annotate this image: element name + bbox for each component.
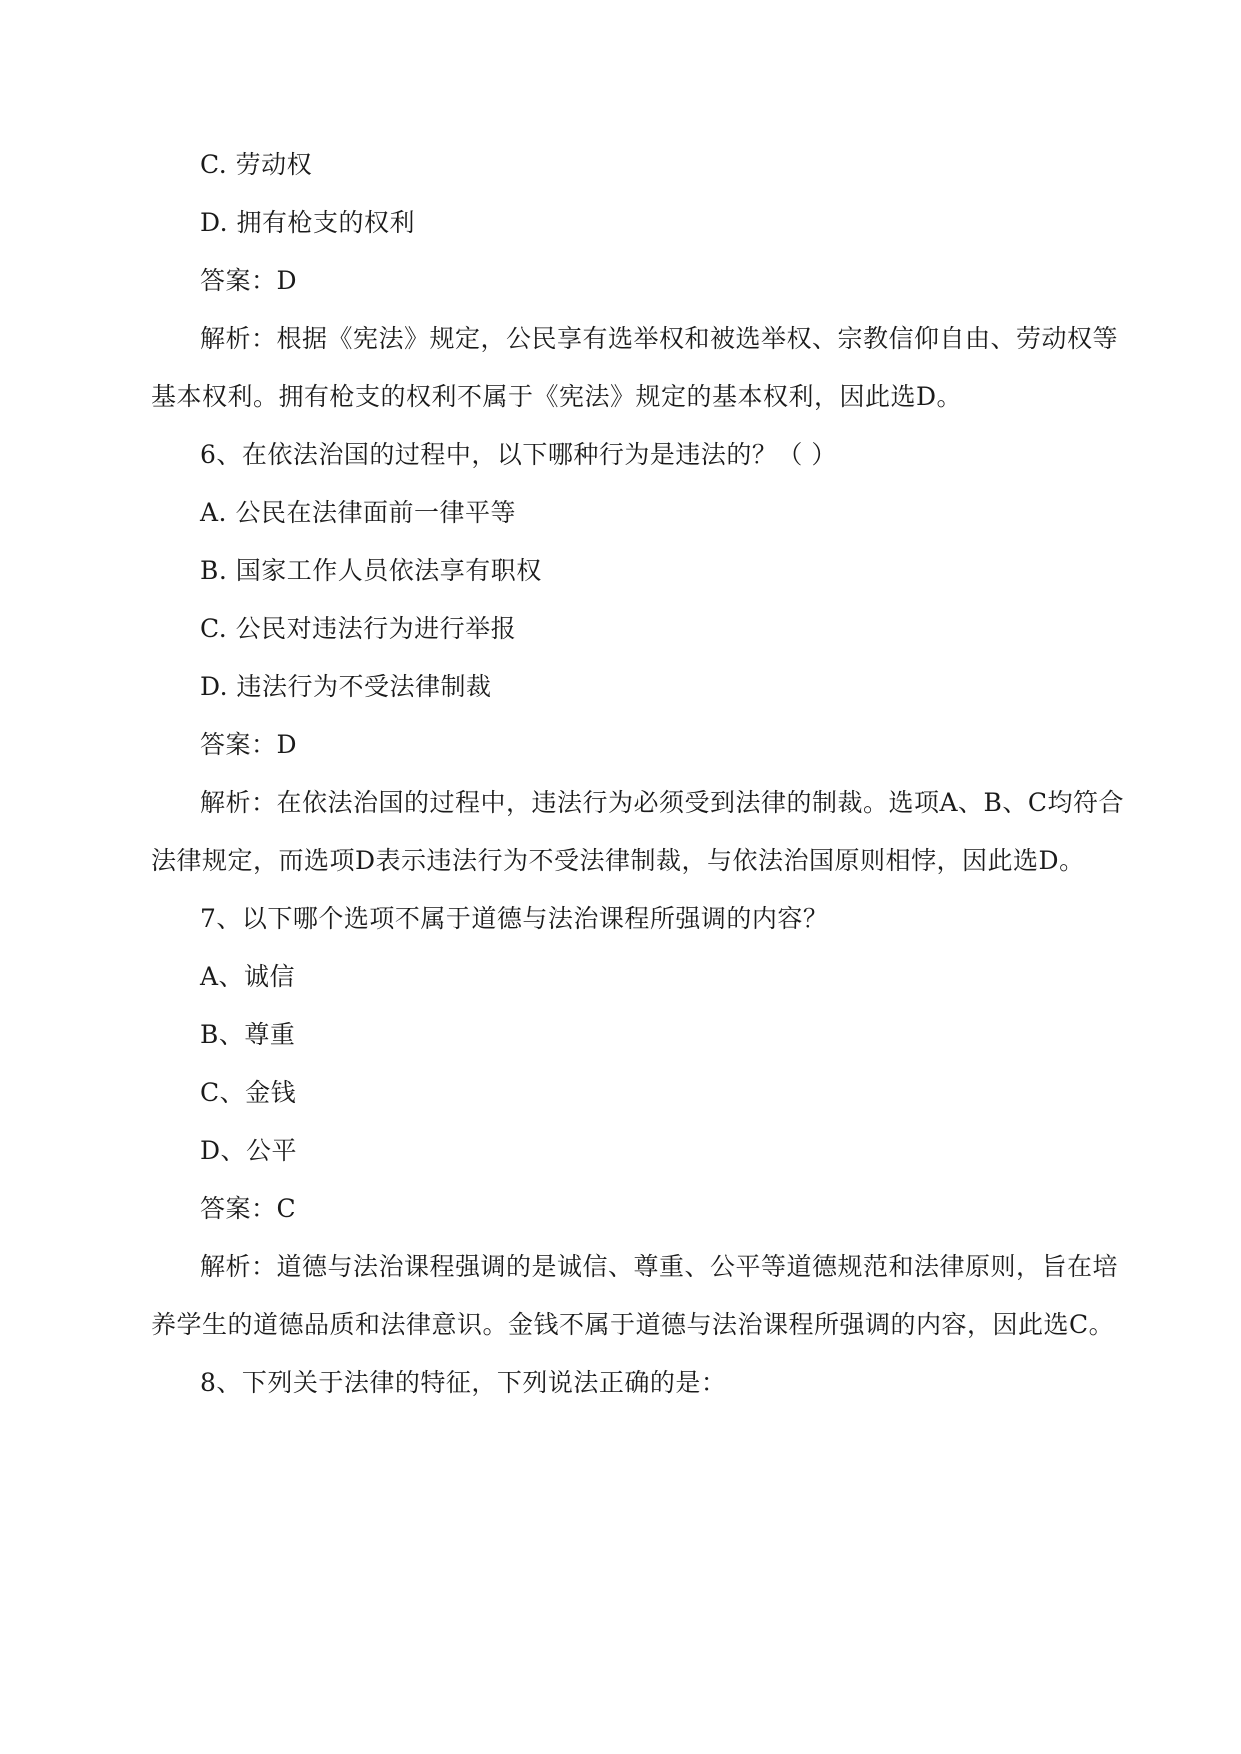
option-d-text: D. 拥有枪支的权利: [200, 208, 416, 237]
analysis-text: 解析：在依法治国的过程中，违法行为必须受到法律的制裁。选项A、B、C均符合: [200, 788, 1125, 817]
analysis-text-continued: 养学生的道德品质和法律意识。金钱不属于道德与法治课程所强调的内容，因此选C。: [151, 1310, 1115, 1339]
option-b-text: B. 国家工作人员依法享有职权: [200, 556, 542, 585]
question-8-text: 8、下列关于法律的特征，下列说法正确的是：: [200, 1368, 727, 1397]
answer-text: 答案：D: [200, 730, 298, 759]
question-6-text: 6、在依法治国的过程中，以下哪种行为是违法的？（ ）: [200, 440, 837, 469]
analysis-text-continued: 法律规定，而选项D表示违法行为不受法律制裁，与依法治国原则相悖，因此选D。: [151, 846, 1085, 875]
analysis-text-continued: 基本权利。拥有枪支的权利不属于《宪法》规定的基本权利，因此选D。: [151, 382, 963, 411]
option-a-text: A、诚信: [200, 962, 296, 991]
analysis-text: 解析：道德与法治课程强调的是诚信、尊重、公平等道德规范和法律原则，旨在培: [200, 1252, 1119, 1281]
option-c-text: C、金钱: [200, 1078, 297, 1107]
option-b-text: B、尊重: [200, 1020, 296, 1049]
question-7-text: 7、以下哪个选项不属于道德与法治课程所强调的内容？: [200, 904, 829, 933]
option-d-text: D. 违法行为不受法律制裁: [200, 672, 492, 701]
option-a-text: A. 公民在法律面前一律平等: [200, 498, 516, 527]
option-c-text: C. 公民对违法行为进行举报: [200, 614, 517, 643]
answer-text: 答案：C: [200, 1194, 297, 1223]
analysis-text: 解析：根据《宪法》规定，公民享有选举权和被选举权、宗教信仰自由、劳动权等: [200, 324, 1119, 353]
option-c-text: C. 劳动权: [200, 150, 313, 179]
option-d-text: D、公平: [200, 1136, 298, 1165]
answer-text: 答案：D: [200, 266, 298, 295]
